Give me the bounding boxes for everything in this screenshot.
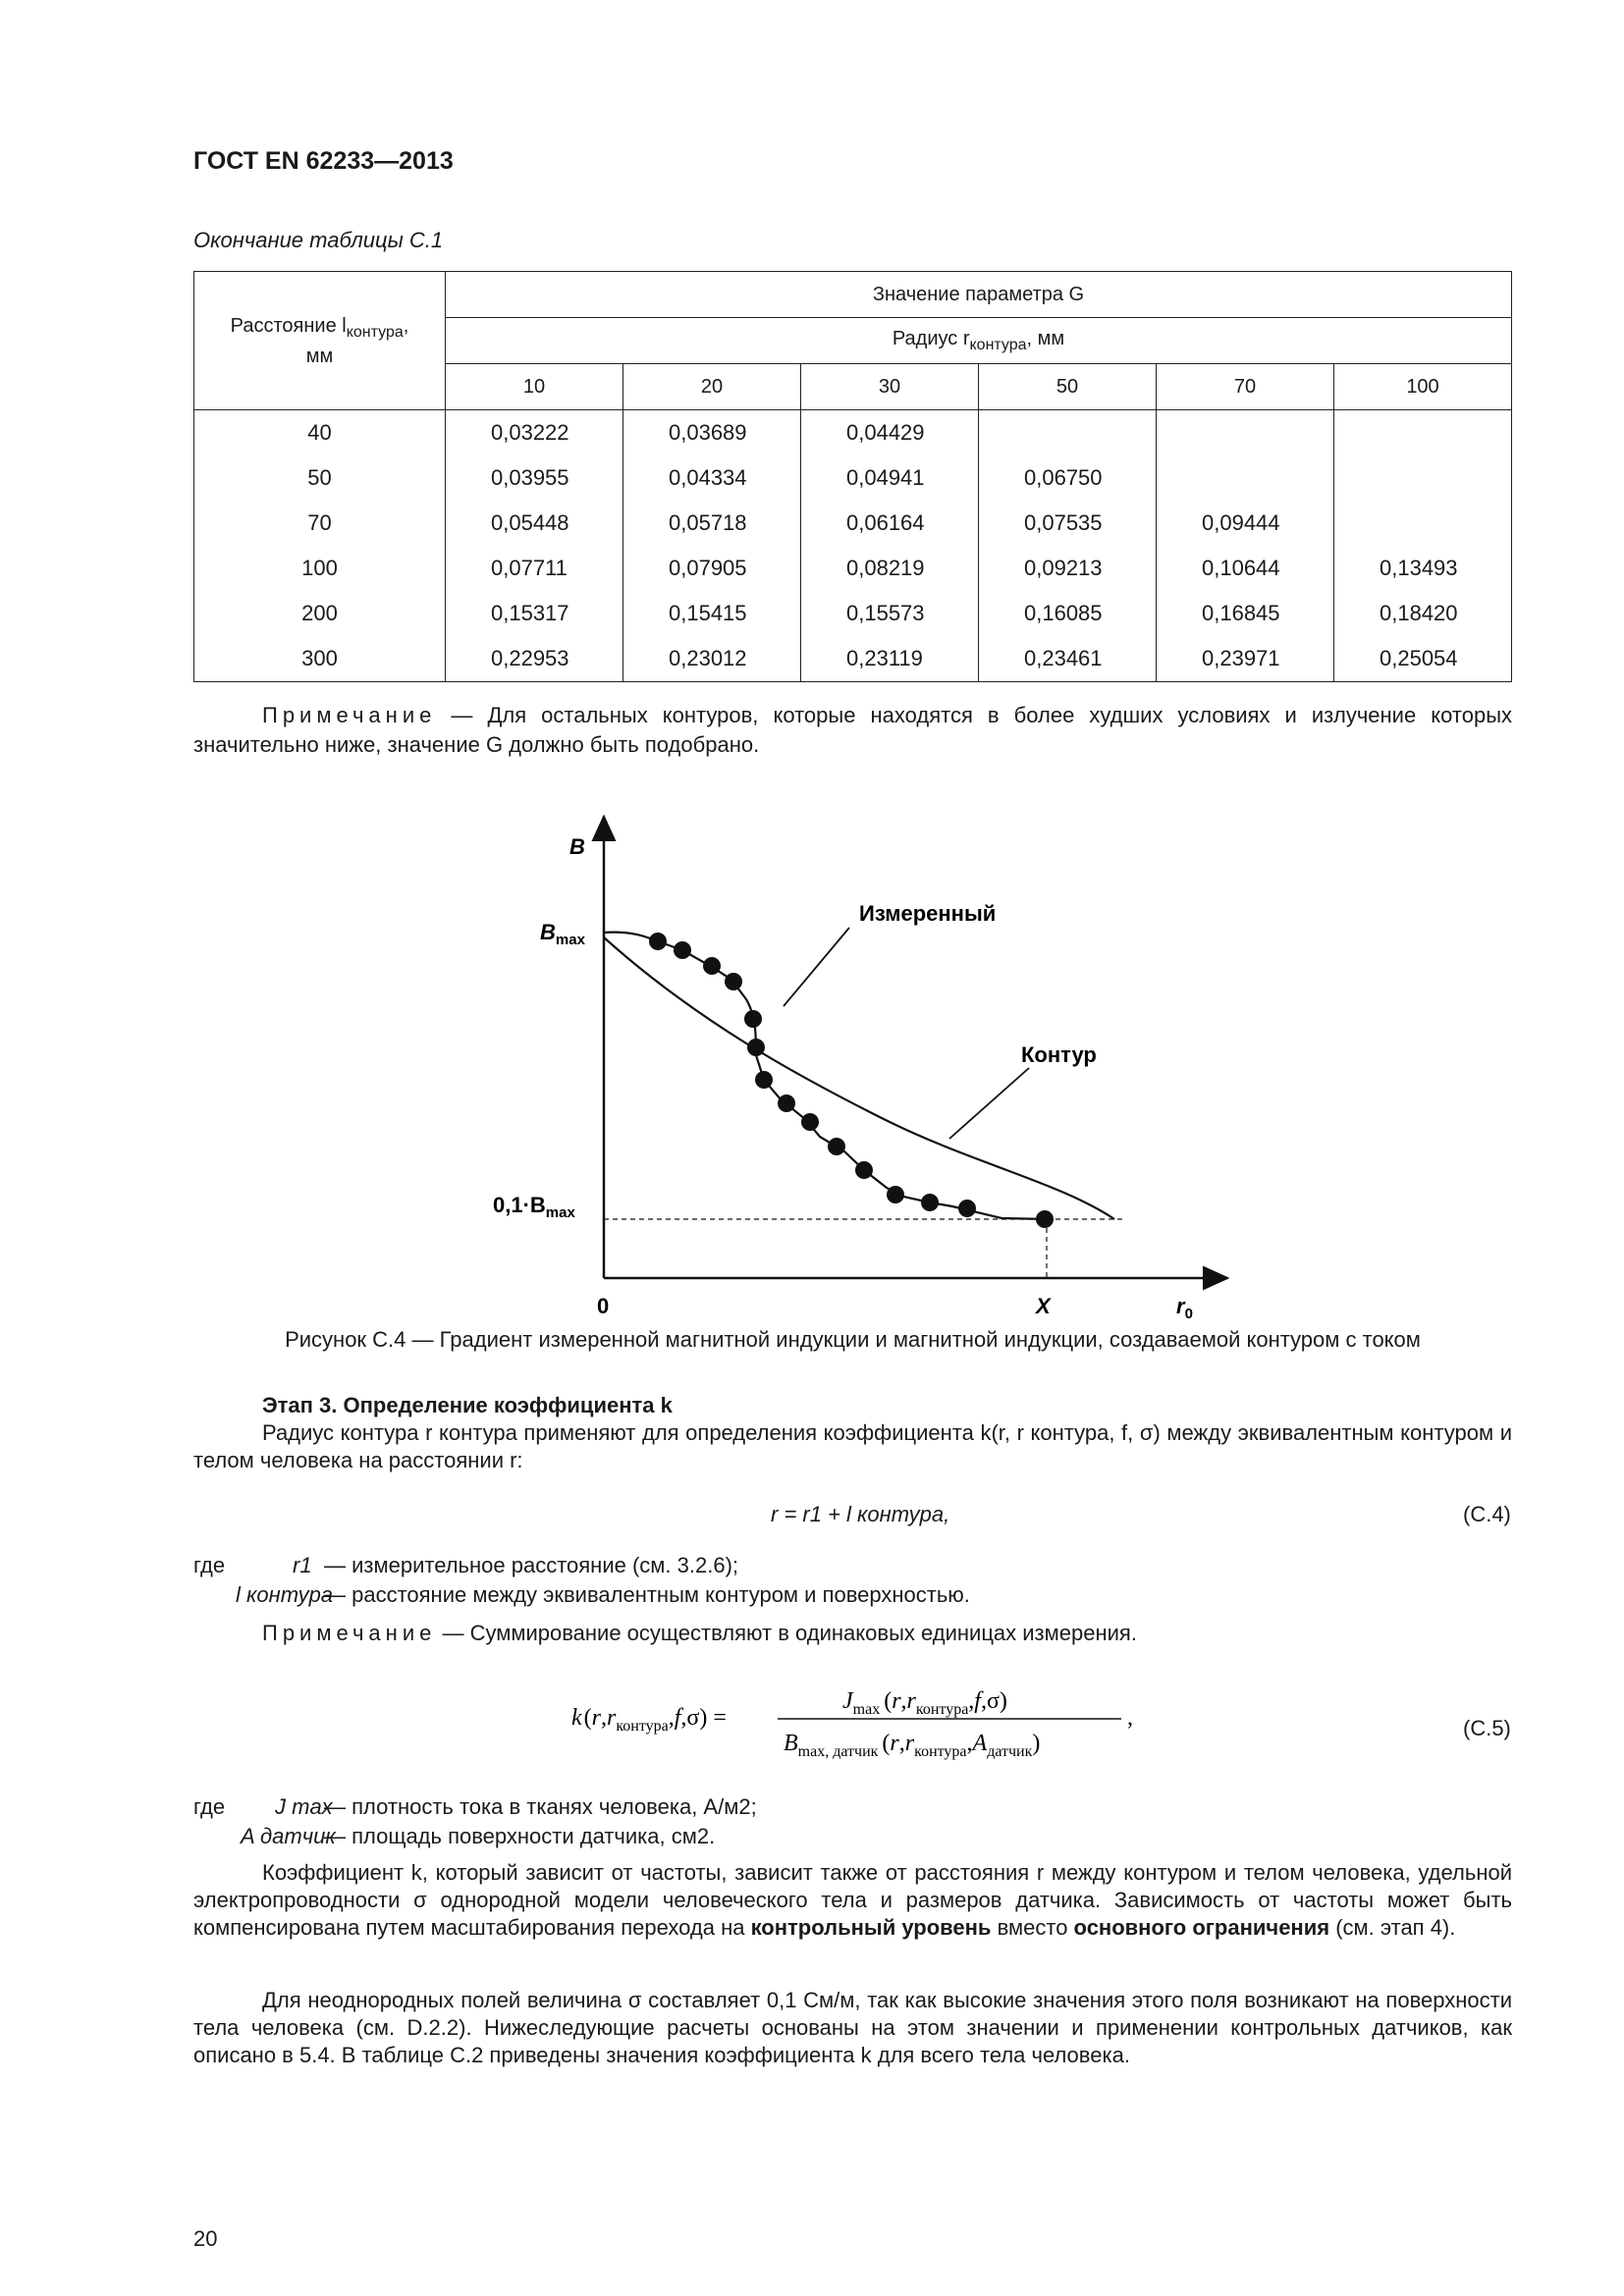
figure-caption: Рисунок С.4 — Градиент измеренной магнитной индукции и магнитной индукции, создаваемой контуром с током — [285, 1327, 1421, 1352]
row-header: Расстояние $l_{контура}$, мм — [194, 272, 446, 410]
measured-point — [744, 1010, 762, 1028]
radius-header: Радиус $r_{контура}$, мм — [446, 318, 1512, 364]
def-r1-symbol: r1 — [293, 1553, 312, 1577]
measured-point — [725, 973, 742, 990]
value-cell: 0,07711 — [446, 546, 623, 591]
value-cell: 0,03222 — [446, 410, 623, 456]
distance-cell: 200 — [194, 591, 446, 636]
value-cell: 0,23461 — [979, 636, 1157, 682]
contour-leader — [949, 1068, 1029, 1139]
where-label: где — [193, 1553, 226, 1577]
measured-point — [1036, 1210, 1054, 1228]
measured-point — [755, 1071, 773, 1089]
value-cell: 0,09213 — [979, 546, 1157, 591]
value-cell: 0,04429 — [801, 410, 979, 456]
where-label-2: где — [193, 1794, 226, 1819]
value-cell: 0,23012 — [623, 636, 801, 682]
value-cell: 0,23971 — [1157, 636, 1334, 682]
value-cell: 0,05718 — [623, 501, 801, 546]
measured-point — [703, 957, 721, 975]
measured-label: Измеренный — [859, 901, 997, 926]
bmax-label: $B_{max}$ — [540, 920, 585, 948]
group-header: Значение параметра G — [446, 272, 1512, 318]
note-2: Примечание — Суммирование осуществляют в одинаковых единицах измерения. — [262, 1621, 1137, 1645]
table-row — [194, 410, 1512, 456]
svg-text:,: , — [1127, 1705, 1133, 1731]
value-cell — [1334, 501, 1512, 546]
svg-text:Bmax, датчик(r,rконтура,Aдатчи: $B_{max, датчик}$ $(r,r_{контура},A_{датчик})$ — [784, 1731, 1041, 1760]
measured-curve — [604, 933, 1047, 1219]
value-cell: 0,23119 — [801, 636, 979, 682]
value-cell: 0,15317 — [446, 591, 623, 636]
value-cell: 0,03955 — [446, 455, 623, 501]
table-row — [194, 636, 1512, 682]
radius-column-header: 50 — [979, 364, 1157, 410]
value-cell: 0,07535 — [979, 501, 1157, 546]
distance-cell: 100 — [194, 546, 446, 591]
figure-c4 — [471, 805, 1237, 1320]
origin-label: 0 — [597, 1294, 610, 1318]
equation-c4-number: (С.4) — [1463, 1502, 1511, 1526]
value-cell — [1334, 455, 1512, 501]
contour-label: Контур — [1021, 1042, 1097, 1067]
def-j-symbol: J max — [275, 1794, 333, 1819]
bmin-label: $0,1\cdot B_{max}$ — [493, 1193, 575, 1221]
def-a-symbol: A датчик — [241, 1824, 336, 1848]
table-note: Примечание — Для остальных контуров, которые находятся в более худших условиях и излучение которых значительно ниже, значение G должно быть подобрано. — [193, 703, 1512, 757]
value-cell: 0,03689 — [623, 410, 801, 456]
measured-point — [674, 941, 691, 959]
value-cell — [1157, 455, 1334, 501]
value-cell: 0,05448 — [446, 501, 623, 546]
measured-points — [649, 933, 1054, 1228]
value-cell: 0,04334 — [623, 455, 801, 501]
radius-column-header: 70 — [1157, 364, 1334, 410]
table-row — [194, 546, 1512, 591]
radius-column-header: 100 — [1334, 364, 1512, 410]
value-cell: 0,06750 — [979, 455, 1157, 501]
def-l-symbol: l контура — [236, 1582, 334, 1607]
document-code: ГОСТ EN 62233—2013 — [193, 147, 454, 175]
svg-text:Jmax(r,rконтура,f,σ): $J_{max}$ $(r,r_{контура},f,\sigma)$ — [842, 1688, 1007, 1718]
value-cell: 0,15415 — [623, 591, 801, 636]
measured-point — [887, 1186, 904, 1203]
x-axis-label: $r_0$ — [1176, 1294, 1193, 1320]
value-cell: 0,06164 — [801, 501, 979, 546]
stage3-paragraph-2: Коэффициент k, который зависит от частоты, зависит также от расстояния r между контуром и телом человека, удельной электропроводности σ однородной модели человеческого тела и размеров датчика. Зависимость от частоты может быть компенсирована путем масштабирования перехода на контрольный уровень вместо основного ограничения (см. этап 4). — [193, 1860, 1512, 1940]
value-cell: 0,09444 — [1157, 501, 1334, 546]
def-l-text: — расстояние между эквивалентным контуром и поверхностью. — [324, 1582, 970, 1607]
measured-point — [958, 1200, 976, 1217]
measured-point — [747, 1039, 765, 1056]
equation-c4: r = r1 + l контура, — [771, 1502, 950, 1526]
measured-point — [778, 1095, 795, 1112]
distance-cell: 50 — [194, 455, 446, 501]
def-a-text: — площадь поверхности датчика, см2. — [324, 1824, 716, 1848]
value-cell — [1334, 410, 1512, 456]
value-cell — [1157, 410, 1334, 456]
stage3-paragraph-3: Для неоднородных полей величина σ составляет 0,1 См/м, так как высокие значения этого поля возникают на поверхности тела человека (см. D.2.2). Нижеследующие расчеты основаны на этом значении и применении контрольных датчиков, как описано в 5.4. В таблице С.2 приведены значения коэффициента k для всего тела человека. — [193, 1988, 1512, 2067]
equation-c5 — [560, 1674, 1168, 1762]
value-cell: 0,22953 — [446, 636, 623, 682]
measured-point — [921, 1194, 939, 1211]
distance-cell: 70 — [194, 501, 446, 546]
table-row — [194, 591, 1512, 636]
radius-column-header: 20 — [623, 364, 801, 410]
radius-column-header: 10 — [446, 364, 623, 410]
value-cell: 0,18420 — [1334, 591, 1512, 636]
x-mark-label: X — [1036, 1294, 1051, 1318]
value-cell: 0,16845 — [1157, 591, 1334, 636]
svg-text:k(r,rконтура,f,σ) =: $k(r,r_{контура},f,\sigma)$ = — [571, 1705, 727, 1735]
def-r1-text: — измерительное расстояние (см. 3.2.6); — [324, 1553, 739, 1577]
value-cell: 0,07905 — [623, 546, 801, 591]
value-cell: 0,25054 — [1334, 636, 1512, 682]
value-cell: 0,13493 — [1334, 546, 1512, 591]
y-axis-label: B — [569, 834, 585, 859]
value-cell: 0,15573 — [801, 591, 979, 636]
distance-cell: 40 — [194, 410, 446, 456]
table-row — [194, 501, 1512, 546]
value-cell: 0,04941 — [801, 455, 979, 501]
value-cell: 0,16085 — [979, 591, 1157, 636]
distance-cell: 300 — [194, 636, 446, 682]
def-j-text: — плотность тока в тканях человека, А/м2; — [324, 1794, 757, 1819]
table-row — [194, 455, 1512, 501]
radius-column-header: 30 — [801, 364, 979, 410]
table-caption: Окончание таблицы С.1 — [193, 228, 444, 252]
value-cell: 0,08219 — [801, 546, 979, 591]
measured-leader — [784, 928, 849, 1006]
equation-c5-number: (С.5) — [1463, 1716, 1511, 1740]
stage3-paragraph-1: Радиус контура r контура применяют для определения коэффициента k(r, r контура, f, σ) между эквивалентным контуром и телом человека на расстоянии r: — [193, 1420, 1512, 1472]
stage3-title: Этап 3. Определение коэффициента k — [262, 1393, 673, 1417]
measured-point — [855, 1161, 873, 1179]
measured-point — [801, 1113, 819, 1131]
page-number: 20 — [193, 2226, 218, 2251]
parameter-g-table — [193, 271, 1512, 682]
value-cell: 0,10644 — [1157, 546, 1334, 591]
measured-point — [649, 933, 667, 950]
measured-point — [828, 1138, 845, 1155]
value-cell — [979, 410, 1157, 456]
